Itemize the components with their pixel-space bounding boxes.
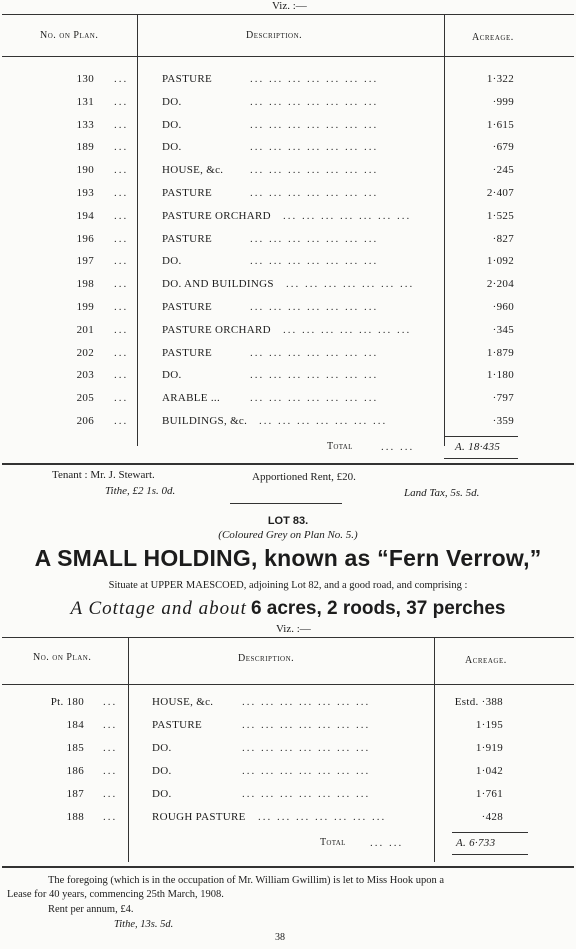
acreage-value: 1·042 xyxy=(475,765,503,777)
table2-total-underline xyxy=(452,854,528,855)
table-row xyxy=(0,301,576,321)
leader-dots: ... ... ... ... ... ... ... xyxy=(242,788,371,800)
plan-number: 199 xyxy=(76,301,94,313)
leader-dots: ... xyxy=(114,95,129,108)
table1-header-rule xyxy=(2,56,574,57)
description: ROUGH PASTURE xyxy=(152,811,246,823)
plan-number: 188 xyxy=(66,811,84,823)
table1-total-underline xyxy=(444,458,518,459)
acreage-value: 1·761 xyxy=(475,788,503,800)
description: DO. xyxy=(162,255,182,268)
table-row xyxy=(0,119,576,139)
table-row xyxy=(0,233,576,253)
acreage-value: 1·615 xyxy=(486,118,514,131)
leader-dots: ... ... ... ... ... ... ... xyxy=(250,301,379,313)
plan-number: 201 xyxy=(76,323,94,336)
table1-total-overline xyxy=(444,436,518,437)
table1-header-desc: Description. xyxy=(246,30,303,41)
description: PASTURE xyxy=(162,187,212,199)
table-row xyxy=(0,415,576,435)
leader-dots: ... ... ... ... ... ... ... xyxy=(250,141,379,154)
leader-dots: ... ... ... ... ... ... ... xyxy=(242,719,371,731)
table2-bottom-rule xyxy=(2,866,574,868)
leader-dots: ... xyxy=(114,232,129,245)
table1-total-dots: ... ... xyxy=(381,441,415,453)
leader-dots: ... xyxy=(114,415,129,427)
description: DO. xyxy=(152,765,172,777)
acreage-value: ·359 xyxy=(492,415,514,427)
leader-dots: ... xyxy=(114,392,129,405)
plan-number: 190 xyxy=(76,164,94,177)
description: DO. AND BUILDINGS xyxy=(162,278,274,291)
leader-dots: ... xyxy=(114,301,129,313)
plan-number: 186 xyxy=(66,765,84,777)
acreage-value: ·345 xyxy=(492,323,514,336)
leader-dots: ... ... ... ... ... ... ... xyxy=(283,323,412,336)
cottage-prefix: A Cottage and about xyxy=(70,598,247,619)
lot-situate: Situate at UPPER MAESCOED, adjoining Lot 82, and a good road, and comprising : xyxy=(108,580,468,591)
viz-label-2: Viz. :— xyxy=(276,623,311,635)
table2-top-rule xyxy=(2,637,574,638)
leader-dots: ... ... ... ... ... ... ... xyxy=(250,118,379,131)
description: PASTURE ORCHARD xyxy=(162,323,271,336)
leader-dots: ... ... ... ... ... ... ... xyxy=(259,415,388,427)
plan-number: 205 xyxy=(76,392,94,405)
description: DO. xyxy=(152,742,172,754)
acreage-value: 1·919 xyxy=(475,742,503,754)
plan-number: 196 xyxy=(76,232,94,245)
table1-bottom-rule xyxy=(2,463,574,465)
acreage-value: 2·204 xyxy=(486,278,514,291)
plan-number: 184 xyxy=(66,719,84,731)
plan-number: 133 xyxy=(76,118,94,131)
table-row xyxy=(0,811,576,831)
description: PASTURE xyxy=(162,73,212,85)
leader-dots: ... xyxy=(114,369,129,382)
table-row xyxy=(0,788,576,808)
leader-dots: ... xyxy=(114,278,129,291)
leader-dots: ... xyxy=(114,323,129,336)
section-divider xyxy=(230,503,342,504)
leader-dots: ... xyxy=(103,788,118,800)
leader-dots: ... xyxy=(114,187,129,199)
description: HOUSE, &c. xyxy=(152,696,214,708)
table1-top-rule xyxy=(2,14,574,15)
acreage-value: ·999 xyxy=(492,95,514,108)
leader-dots: ... xyxy=(114,209,129,222)
footer-tithe: Tithe, 13s. 5d. xyxy=(114,919,174,930)
acreage-value: ·679 xyxy=(492,141,514,154)
leader-dots: ... xyxy=(114,73,129,85)
plan-number: 193 xyxy=(76,187,94,199)
lot-coloured-note: (Coloured Grey on Plan No. 5.) xyxy=(218,529,358,541)
plan-number: 189 xyxy=(76,141,94,154)
table-row xyxy=(0,73,576,93)
lot-number: LOT 83. xyxy=(267,515,309,527)
leader-dots: ... ... ... ... ... ... ... xyxy=(283,209,412,222)
plan-number: 131 xyxy=(76,95,94,108)
acreage-value: 1·525 xyxy=(486,209,514,222)
leader-dots: ... xyxy=(114,141,129,154)
leader-dots: ... ... ... ... ... ... ... xyxy=(250,346,379,359)
land-tax: Land Tax, 5s. 5d. xyxy=(404,487,480,499)
plan-number: 130 xyxy=(76,73,94,85)
leader-dots: ... ... ... ... ... ... ... xyxy=(250,164,379,177)
description: PASTURE xyxy=(162,301,212,313)
leader-dots: ... xyxy=(114,118,129,131)
apportioned-rent: Apportioned Rent, £20. xyxy=(252,471,356,483)
description: BUILDINGS, &c. xyxy=(162,415,248,427)
table2-total-label: Total xyxy=(320,837,346,848)
leader-dots: ... ... ... ... ... ... ... xyxy=(258,811,387,823)
leader-dots: ... xyxy=(103,765,118,777)
table-row xyxy=(0,96,576,116)
table-row xyxy=(0,369,576,389)
leader-dots: ... ... ... ... ... ... ... xyxy=(250,187,379,199)
table2-header-no: No. on Plan. xyxy=(33,652,92,663)
cottage-area: 6 acres, 2 roods, 37 perches xyxy=(250,598,506,619)
table-row xyxy=(0,141,576,161)
leader-dots: ... xyxy=(103,696,118,708)
leader-dots: ... ... ... ... ... ... ... xyxy=(250,73,379,85)
table1-header-acreage: Acreage. xyxy=(472,32,514,43)
plan-number: 203 xyxy=(76,369,94,382)
description: ARABLE ... xyxy=(162,392,220,405)
acreage-value: 1·092 xyxy=(486,255,514,268)
table2-header-acreage: Acreage. xyxy=(465,655,507,666)
plan-number: 206 xyxy=(76,415,94,427)
table-row xyxy=(0,742,576,762)
leader-dots: ... ... ... ... ... ... ... xyxy=(250,392,379,405)
description: DO. xyxy=(162,141,182,154)
footer-line-2: Lease for 40 years, commencing 25th March, 1908. xyxy=(7,889,224,900)
lot-title: A SMALL HOLDING, known as “Fern Verrow,” xyxy=(34,545,542,571)
plan-number: 185 xyxy=(66,742,84,754)
table-row xyxy=(0,324,576,344)
acreage-value: 1·322 xyxy=(486,73,514,85)
plan-number: 198 xyxy=(76,278,94,291)
description: PASTURE xyxy=(152,719,202,731)
table-row xyxy=(0,696,576,716)
plan-number: 194 xyxy=(76,209,94,222)
table2-total-value: A. 6·733 xyxy=(456,837,496,849)
leader-dots: ... xyxy=(103,719,118,731)
table-row xyxy=(0,255,576,275)
viz-label-1: Viz. :— xyxy=(272,0,307,12)
acreage-value: 2·407 xyxy=(486,187,514,199)
acreage-value: ·428 xyxy=(481,811,503,823)
leader-dots: ... xyxy=(114,164,129,177)
description: DO. xyxy=(162,369,182,382)
plan-number: 202 xyxy=(76,346,94,359)
leader-dots: ... ... ... ... ... ... ... xyxy=(286,278,415,291)
acreage-value: ·245 xyxy=(492,164,514,177)
acreage-value: 1·195 xyxy=(475,719,503,731)
leader-dots: ... ... ... ... ... ... ... xyxy=(250,255,379,268)
plan-number: 187 xyxy=(66,788,84,800)
table-row xyxy=(0,719,576,739)
plan-number: 197 xyxy=(76,255,94,268)
tenant-name: Tenant : Mr. J. Stewart. xyxy=(52,469,155,481)
description: DO. xyxy=(152,788,172,800)
plan-number: Pt. 180 xyxy=(50,696,84,708)
acreage-value: ·960 xyxy=(492,301,514,313)
leader-dots: ... xyxy=(103,742,118,754)
acreage-value: ·827 xyxy=(492,232,514,245)
description: PASTURE ORCHARD xyxy=(162,209,271,222)
acreage-value: 1·180 xyxy=(486,369,514,382)
table2-header-rule xyxy=(2,684,574,685)
leader-dots: ... ... ... ... ... ... ... xyxy=(242,696,371,708)
acreage-value: ·797 xyxy=(492,392,514,405)
table2-total-dots: ... ... xyxy=(370,837,404,849)
lot-cottage-line xyxy=(0,598,576,620)
table-row xyxy=(0,765,576,785)
table-row xyxy=(0,164,576,184)
description: PASTURE xyxy=(162,232,212,245)
acreage-value: Estd. ·388 xyxy=(454,696,503,708)
leader-dots: ... xyxy=(103,811,118,823)
leader-dots: ... ... ... ... ... ... ... xyxy=(250,95,379,108)
table-row xyxy=(0,347,576,367)
leader-dots: ... ... ... ... ... ... ... xyxy=(250,232,379,245)
table2-header-desc: Description. xyxy=(238,653,295,664)
description: DO. xyxy=(162,95,182,108)
description: HOUSE, &c. xyxy=(162,164,224,177)
table-row xyxy=(0,187,576,207)
footer-rent: Rent per annum, £4. xyxy=(48,904,134,915)
acreage-value: 1·879 xyxy=(486,346,514,359)
leader-dots: ... ... ... ... ... ... ... xyxy=(242,765,371,777)
page-number: 38 xyxy=(275,932,285,943)
table2-total-overline xyxy=(452,832,528,833)
tenant-tithe: Tithe, £2 1s. 0d. xyxy=(105,485,176,497)
leader-dots: ... xyxy=(114,255,129,268)
leader-dots: ... ... ... ... ... ... ... xyxy=(250,369,379,382)
table-row xyxy=(0,392,576,412)
table-row xyxy=(0,210,576,230)
leader-dots: ... xyxy=(114,346,129,359)
table1-total-label: Total xyxy=(327,441,353,452)
table1-total-value: A. 18·435 xyxy=(455,441,501,453)
table-row xyxy=(0,278,576,298)
table1-header-no: No. on Plan. xyxy=(40,30,99,41)
leader-dots: ... ... ... ... ... ... ... xyxy=(242,742,371,754)
description: PASTURE xyxy=(162,346,212,359)
description: DO. xyxy=(162,118,182,131)
footer-line-1: The foregoing (which is in the occupation of Mr. William Gwillim) is let to Miss Hook upon a xyxy=(48,875,444,886)
